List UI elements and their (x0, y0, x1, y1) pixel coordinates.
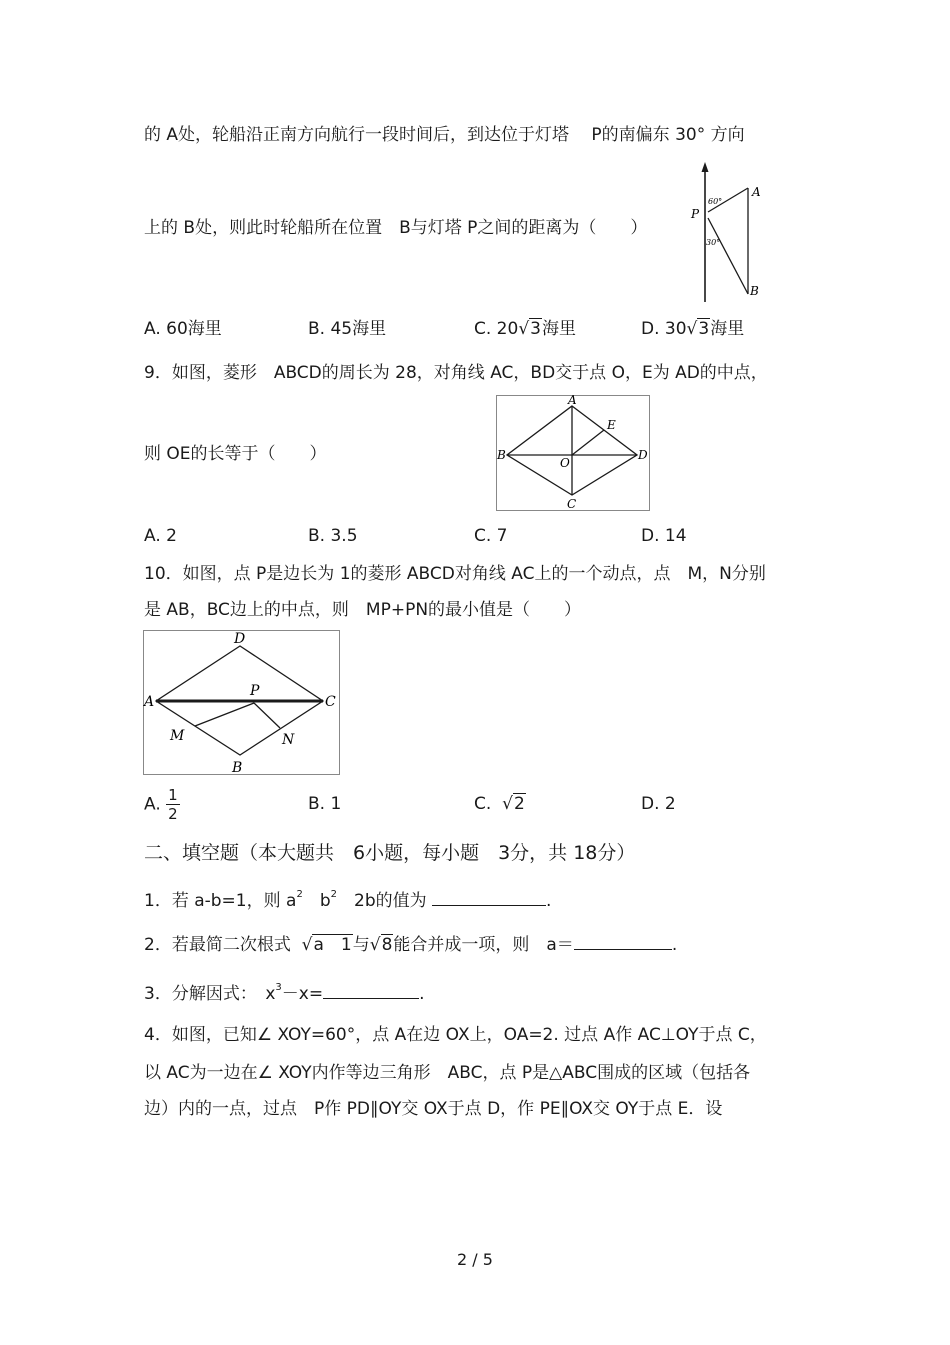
fill-q4-line-1: 4．如图，已知∠ XOY=60°，点 A在边 OX上，OA=2. 过点 A作 AC⊥OY于点 C， (144, 1025, 767, 1045)
q9-label-d: D (638, 448, 648, 462)
q8-option-c-prefix: C. 20 (474, 319, 519, 339)
q10-option-a-numerator: 1 (168, 786, 178, 804)
q8-label-a: A (752, 185, 761, 199)
q10-option-a-prefix: A. (144, 794, 161, 815)
fill-q2-prefix: 2．若最简二次根式 (144, 935, 291, 955)
fill-q1-sup1: 2 (296, 889, 303, 900)
q10-label-a: A (144, 694, 155, 710)
q9-segment-oe (572, 430, 604, 455)
q9-figure-frame (497, 396, 650, 511)
fill-q1-sup2: 2 (330, 889, 337, 900)
q10-option-c-sqrt: √2 (502, 794, 525, 814)
q10-figure (143, 630, 341, 776)
q8-label-p: P (691, 207, 700, 221)
q8-segment-pb (708, 218, 748, 294)
fill-q3-suffix: －x= (281, 984, 324, 1004)
q8-option-d-radicand: 3 (698, 319, 710, 339)
q10-option-c-prefix: C. (474, 794, 492, 814)
fill-q3-sup: 3 (275, 982, 282, 993)
fill-q3-prefix: 3．分解因式： x (144, 984, 276, 1004)
page-number: 2 / 5 (457, 1250, 493, 1269)
q10-option-a-fraction (166, 786, 180, 823)
fill-q2 (144, 931, 677, 956)
q9-label-a: A (568, 395, 577, 407)
q8-option-c-suffix: 海里 (541, 319, 576, 339)
fill-q2-blank[interactable] (574, 931, 672, 950)
q8-option-d (641, 318, 744, 340)
q10-label-p: P (250, 683, 260, 699)
fill-q2-sqrt-1: √a 1 (301, 935, 352, 955)
q8-option-c (474, 318, 576, 340)
q8-label-b: B (750, 284, 759, 298)
section-2-title: 二、填空题（本大题共 6小题，每小题 3分，共 18分） (144, 842, 636, 864)
q8-option-d-sqrt: √3 (686, 319, 710, 339)
q9-option-c: C. 7 (474, 526, 508, 546)
q10-line-2: 是 AB，BC边上的中点，则 MP+PN的最小值是（ ） (144, 600, 582, 620)
q8-option-c-sqrt: √3 (518, 319, 541, 339)
q10-option-d: D. 2 (641, 794, 676, 814)
q8-angle-30: 30° (706, 238, 721, 247)
q10-label-m: M (170, 728, 185, 744)
q10-label-b: B (232, 760, 243, 776)
fill-q2-end: . (671, 935, 678, 955)
fill-q1-blank[interactable] (432, 887, 546, 906)
q8-arrow-head (702, 162, 709, 172)
q10-option-c (474, 793, 526, 815)
fill-q2-sqrt-2: √8 (369, 935, 393, 955)
fill-q2-radicand-2: 8 (381, 935, 393, 955)
q10-label-n: N (282, 732, 295, 748)
q8-line-1: 的 A处，轮船沿正南方向航行一段时间后，到达位于灯塔 P的南偏东 30° 方向 (144, 125, 745, 145)
fill-q3-end: . (419, 984, 425, 1004)
q8-option-b: B. 45海里 (308, 319, 387, 339)
q8-figure (688, 160, 778, 305)
fill-q3-blank[interactable] (323, 980, 419, 999)
fill-q2-suffix: 能合并成一项，则 a＝ (393, 935, 574, 955)
q9-line-1: 9．如图，菱形 ABCD的周长为 28，对角线 AC，BD交于点 O，E为 AD的中点， (144, 363, 768, 383)
q9-option-d: D. 14 (641, 526, 687, 546)
fill-q3 (144, 980, 424, 1008)
q8-option-c-radicand: 3 (530, 319, 541, 339)
q8-line-2: 上的 B处，则此时轮船所在位置 B与灯塔 P之间的距离为（ ） (144, 218, 648, 238)
q10-option-c-radicand: 2 (513, 794, 525, 814)
q9-line-2: 则 OE的长等于（ ） (144, 444, 327, 464)
q9-label-o: O (560, 456, 570, 470)
fill-q1-prefix: 1．若 a-b=1，则 a (144, 891, 297, 911)
q9-option-b: B. 3.5 (308, 526, 358, 546)
q8-option-d-suffix: 海里 (710, 319, 745, 339)
q9-label-c: C (567, 497, 577, 511)
q10-option-a-denominator: 2 (168, 805, 178, 823)
fill-q2-radicand-1: a 1 (313, 935, 352, 955)
q9-option-a: A. 2 (144, 526, 177, 546)
fill-q4-line-3: 边）内的一点，过点 P作 PD∥OY交 OX于点 D，作 PE∥OX交 OY于点 E．设 (144, 1099, 723, 1119)
fill-q1-end: . (546, 891, 552, 911)
fill-q1-mid: b (302, 891, 331, 911)
q8-option-d-prefix: D. 30 (641, 319, 687, 339)
q10-label-c: C (325, 694, 336, 710)
fill-q2-mid: 与 (352, 935, 370, 955)
q8-angle-60: 60° (708, 197, 723, 206)
q9-figure (496, 395, 651, 512)
q9-label-b: B (497, 448, 506, 462)
fill-q4-line-2: 以 AC为一边在∠ XOY内作等边三角形 ABC，点 P是△ABC围成的区域（包括各 (144, 1063, 751, 1083)
q10-line-1: 10．如图，点 P是边长为 1的菱形 ABCD对角线 AC上的一个动点，点 M，N分别 (144, 564, 766, 584)
q10-option-b: B. 1 (308, 794, 342, 814)
q10-segment-pn (254, 703, 280, 728)
q10-segment-mp (195, 703, 254, 726)
fill-q1-suffix: 2b的值为 (337, 891, 427, 911)
fill-q1 (144, 887, 551, 915)
q9-label-e: E (607, 418, 616, 432)
q8-option-a: A. 60海里 (144, 319, 222, 339)
q10-option-a (144, 786, 180, 823)
q10-label-d: D (234, 631, 246, 647)
